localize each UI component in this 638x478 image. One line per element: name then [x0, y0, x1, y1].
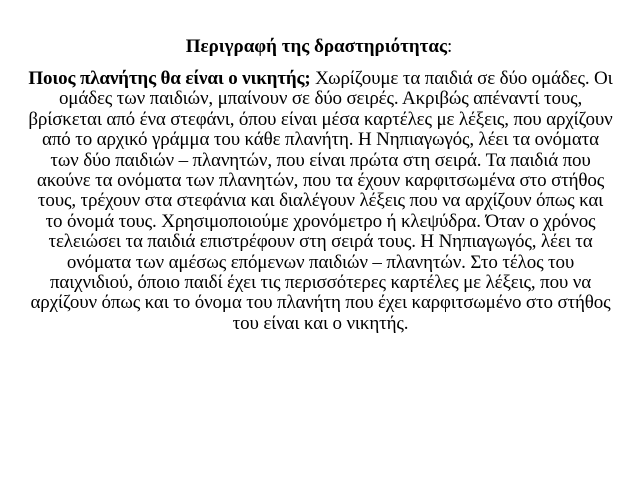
activity-question: Ποιος πλανήτης θα είναι ο νικητής; — [28, 68, 311, 89]
heading-colon: : — [447, 36, 453, 57]
activity-text: Χωρίζουμε τα παιδιά σε δύο ομάδες. Οι ομάδες των παιδιών, μπαίνουν σε δύο σειρές. Ακριβώς απέναντί τους, βρίσκεται από ένα στεφάνι, όπου είναι μέσα καρτέλες με λέξεις, που αρχίζουν από το αρχικό γράμμα του κάθε πλανήτη. Η Νηπιαγωγός, λέει τα ονόματα των δύο παιδιών – πλανητών, που είναι πρώτα στη σειρά. Τα παιδιά που ακούνε τα ονόματα των πλανητών, που τα έχουν καρφιτσωμένα στο στήθος τους, τρέχουν στα στεφάνια και διαλέγουν λέξεις που να αρχίζουν όπως και το όνομά τους. Χρησιμοποιούμε χρονόμετρο ή κλεψύδρα. Όταν ο χρόνος τελειώσει τα παιδιά επιστρέφουν στη σειρά τους. Η Νηπιαγωγός, λέει τα ονόματα των αμέσως επόμενων παιδιών – πλανητών. Στο τέλος του παιχνιδιού, όποιο παιδί έχει τις περισσότερες καρτέλες με λέξεις, που να αρχίζουν όπως και το όνομα του πλανήτη που έχει καρφιτσωμένο στο στήθος του είναι και ο νικητής. — [28, 68, 613, 334]
slide-heading — [0, 36, 638, 58]
activity-description — [28, 69, 613, 334]
heading-title: Περιγραφή της δραστηριότητας — [185, 36, 448, 57]
